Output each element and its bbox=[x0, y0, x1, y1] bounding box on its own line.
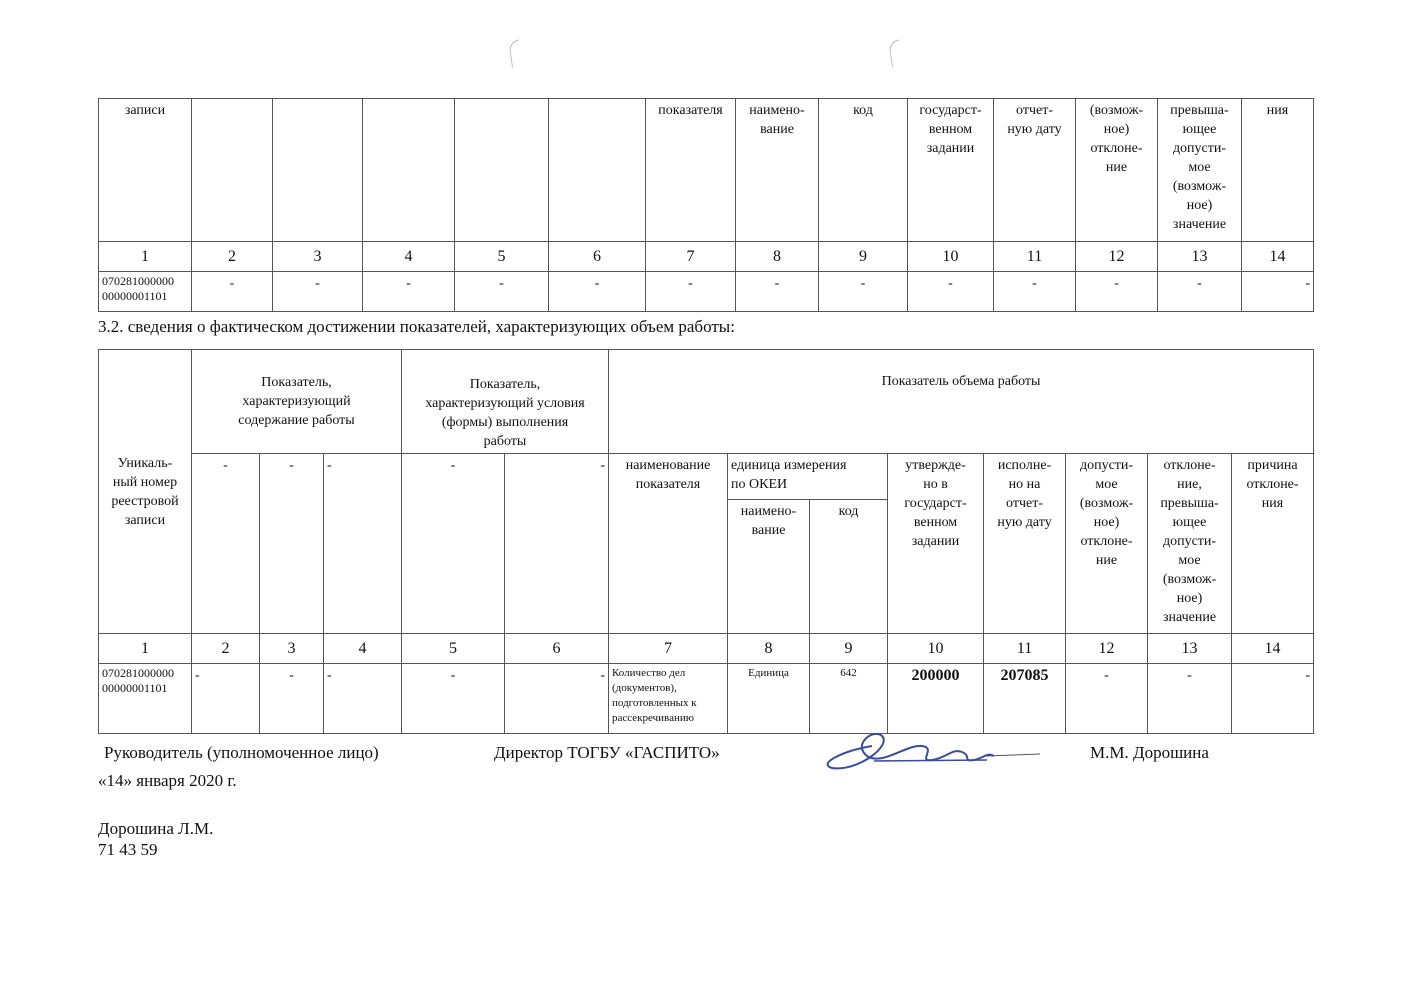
t1-cell: - bbox=[455, 272, 549, 312]
t1-col-number: 8 bbox=[736, 242, 819, 272]
t2-h-approved: утвержде- но в государст- венном задании bbox=[888, 454, 984, 634]
t2-col-number: 4 bbox=[324, 634, 402, 664]
t2-unit-code: 642 bbox=[810, 664, 888, 734]
t1-h-empty bbox=[363, 99, 455, 242]
t2-sub-dash: - bbox=[505, 454, 609, 634]
t2-h-executed: исполне- но на отчет- ную дату bbox=[984, 454, 1066, 634]
t1-h-deviation: превыша- ющее допусти- мое (возмож- ное) значение bbox=[1158, 99, 1242, 242]
t1-h-empty bbox=[549, 99, 646, 242]
t1-col-number: 5 bbox=[455, 242, 549, 272]
t2-cell: - bbox=[260, 664, 324, 734]
t1-cell: - bbox=[363, 272, 455, 312]
t2-h-indicator-name: наименование показателя bbox=[609, 454, 728, 634]
t1-col-number: 1 bbox=[99, 242, 192, 272]
executor-phone: 71 43 59 bbox=[98, 840, 158, 859]
t2-cell: - bbox=[1232, 664, 1314, 734]
t2-col-number: 13 bbox=[1148, 634, 1232, 664]
t1-h-reason: ния bbox=[1242, 99, 1314, 242]
t2-col-number: 7 bbox=[609, 634, 728, 664]
t2-col-number: 12 bbox=[1066, 634, 1148, 664]
t2-col-number: 1 bbox=[99, 634, 192, 664]
t1-h-empty bbox=[455, 99, 549, 242]
punch-hole-left bbox=[508, 39, 523, 67]
section-title: 3.2. сведения о фактическом достижении показателей, характеризующих объем работы: bbox=[98, 317, 735, 336]
t2-sub-dash: - bbox=[192, 454, 260, 634]
t1-col-number: 13 bbox=[1158, 242, 1242, 272]
t1-col-number: 7 bbox=[646, 242, 736, 272]
t2-col-number: 11 bbox=[984, 634, 1066, 664]
t2-h-reason: причина отклоне- ния bbox=[1232, 454, 1314, 634]
t2-unit-name: Единица bbox=[728, 664, 810, 734]
t2-col-number: 10 bbox=[888, 634, 984, 664]
signatory-name: М.М. Дорошина bbox=[1090, 743, 1209, 762]
t1-col-number: 10 bbox=[908, 242, 994, 272]
t2-sub-dash: - bbox=[324, 454, 402, 634]
t2-col-number: 8 bbox=[728, 634, 810, 664]
t2-h-registry: Уникаль- ный номер реестровой записи bbox=[99, 350, 192, 634]
table-quality-indicators bbox=[98, 98, 1314, 312]
t2-h-conditions: Показатель, характеризующий условия (формы) выполнения работы bbox=[402, 350, 609, 454]
table-volume-indicators bbox=[98, 349, 1314, 734]
t1-cell: - bbox=[273, 272, 363, 312]
t2-h-unit: единица измерения по ОКЕИ bbox=[728, 454, 888, 500]
t2-col-number: 2 bbox=[192, 634, 260, 664]
t1-cell: - bbox=[1242, 272, 1314, 312]
t1-col-number: 2 bbox=[192, 242, 273, 272]
signatory-role: Руководитель (уполномоченное лицо) bbox=[104, 743, 379, 762]
t1-cell: - bbox=[1158, 272, 1242, 312]
t2-col-number: 5 bbox=[402, 634, 505, 664]
t2-h-deviation: отклоне- ние, превыша- ющее допусти- мое (возмож- ное) значение bbox=[1148, 454, 1232, 634]
t1-h-unit-code: код bbox=[819, 99, 908, 242]
t2-cell: - bbox=[324, 664, 402, 734]
punch-hole-right bbox=[888, 39, 903, 67]
t2-h-unit-name: наимено- вание bbox=[728, 500, 810, 634]
t1-h-empty bbox=[192, 99, 273, 242]
t1-h-unit-name: наимено- вание bbox=[736, 99, 819, 242]
t1-cell: - bbox=[1076, 272, 1158, 312]
t1-cell: - bbox=[994, 272, 1076, 312]
t2-h-unit-code: код bbox=[810, 500, 888, 634]
t2-approved-value: 200000 bbox=[888, 664, 984, 734]
t1-cell: - bbox=[646, 272, 736, 312]
t2-registry-number: 070281000000 00000001101 bbox=[99, 664, 192, 734]
t2-executed-value: 207085 bbox=[984, 664, 1066, 734]
t1-cell: - bbox=[819, 272, 908, 312]
signature-image bbox=[812, 716, 1042, 776]
t2-h-allowed: допусти- мое (возмож- ное) отклоне- ние bbox=[1066, 454, 1148, 634]
t2-cell: - bbox=[192, 664, 260, 734]
document-date: «14» января 2020 г. bbox=[98, 771, 237, 790]
t2-col-number: 14 bbox=[1232, 634, 1314, 664]
t2-cell: - bbox=[505, 664, 609, 734]
executor-name: Дорошина Л.М. bbox=[98, 819, 214, 838]
t2-h-volume: Показатель объема работы bbox=[609, 350, 1314, 454]
t2-cell: - bbox=[402, 664, 505, 734]
t2-col-number: 6 bbox=[505, 634, 609, 664]
t1-col-number: 3 bbox=[273, 242, 363, 272]
t1-cell: - bbox=[192, 272, 273, 312]
t1-h-approved: государст- венном задании bbox=[908, 99, 994, 242]
t1-cell: - bbox=[549, 272, 646, 312]
t1-registry-number: 070281000000 00000001101 bbox=[99, 272, 192, 312]
t1-col-number: 4 bbox=[363, 242, 455, 272]
t2-col-number: 3 bbox=[260, 634, 324, 664]
t2-sub-dash: - bbox=[260, 454, 324, 634]
t1-h-allowed: (возмож- ное) отклоне- ние bbox=[1076, 99, 1158, 242]
t1-col-number: 9 bbox=[819, 242, 908, 272]
t1-h-empty bbox=[273, 99, 363, 242]
t1-col-number: 14 bbox=[1242, 242, 1314, 272]
t1-h-registry: записи bbox=[99, 99, 192, 242]
t1-h-executed: отчет- ную дату bbox=[994, 99, 1076, 242]
t2-sub-dash: - bbox=[402, 454, 505, 634]
t1-col-number: 12 bbox=[1076, 242, 1158, 272]
t1-cell: - bbox=[736, 272, 819, 312]
t2-h-content: Показатель, характеризующий содержание работы bbox=[192, 350, 402, 454]
t2-col-number: 9 bbox=[810, 634, 888, 664]
t2-indicator-name: Количество дел (документов), подготовленных к рассекречиванию bbox=[609, 664, 728, 734]
t2-cell: - bbox=[1066, 664, 1148, 734]
t1-col-number: 6 bbox=[549, 242, 646, 272]
t1-col-number: 11 bbox=[994, 242, 1076, 272]
signatory-position: Директор ТОГБУ «ГАСПИТО» bbox=[494, 743, 720, 762]
t1-cell: - bbox=[908, 272, 994, 312]
t2-cell: - bbox=[1148, 664, 1232, 734]
t1-h-indicator: показателя bbox=[646, 99, 736, 242]
